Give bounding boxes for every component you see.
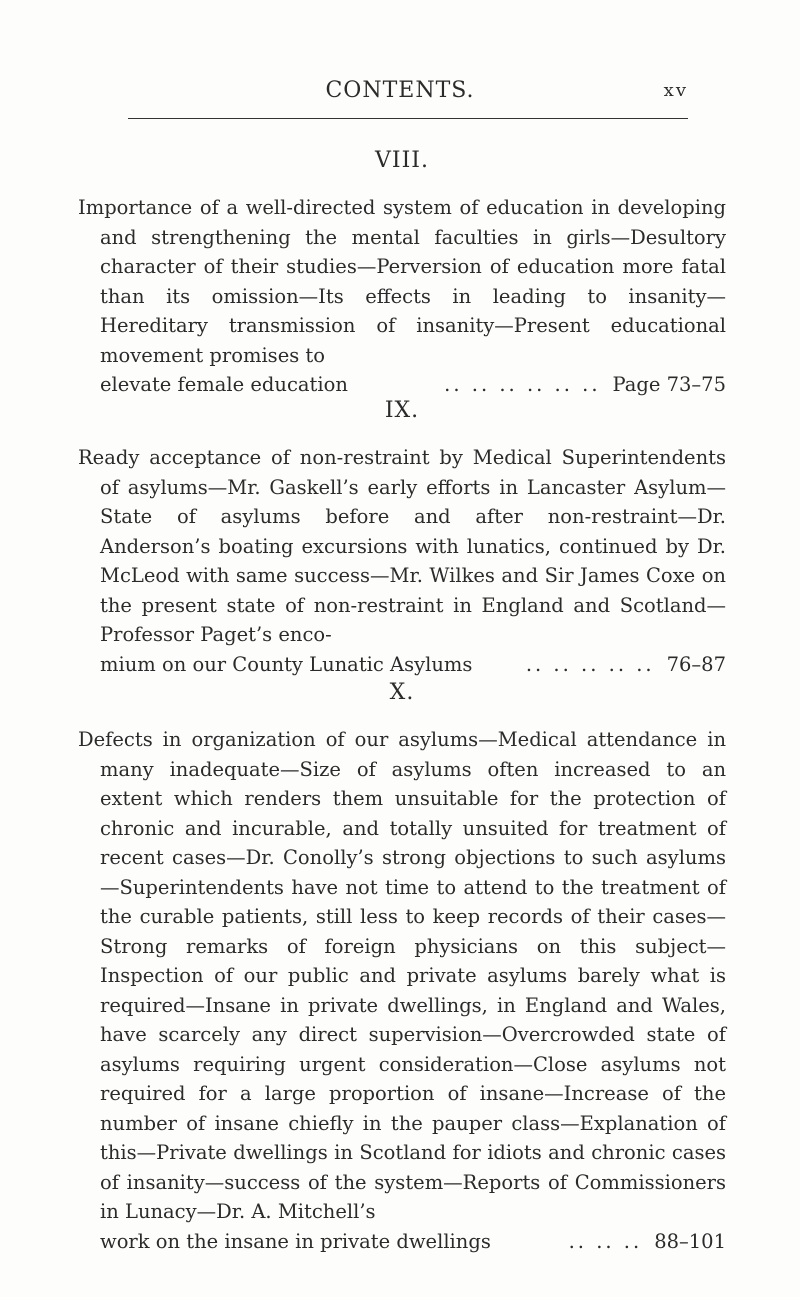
page-reference: 76–87 (666, 652, 726, 676)
running-head (0, 78, 800, 108)
dot-leaders: .. .. .. .. .. .. (444, 373, 601, 396)
section-summary: Ready acceptance of non-restraint by Medical Superintendents of asylums—Mr. Gaskell’s early efforts in Lancaster Asylum—State of asylums before and after non-restraint—Dr. Anderson’s boating excursions with lunatics, continued by Dr. McLeod with same success—Mr. Wilkes and Sir James Coxe on the present state of non-restraint in England and Scotland—Professor Paget’s enco- (78, 446, 726, 646)
page-title: CONTENTS. (325, 78, 475, 103)
dot-leaders: .. .. .. .. .. (525, 652, 655, 676)
header-rule (128, 118, 688, 119)
section-numeral: IX. (384, 398, 420, 423)
section-ix (78, 398, 726, 679)
section-summary: Defects in organization of our asylums—Medical attendance in many inadequate—Size of asylums often increased to an extent which renders them unsuitable for the protection of chronic and incurable, and totally unsuited for treatment of recent cases—Dr. Conolly’s strong objections to such asylums—Superintendents have not time to attend to the treatment of the curable patients, still less to keep records of their cases—Strong remarks of foreign physicians on this subject—Inspection of our public and private asylums barely what is required—Insane in private dwellings, in England and Wales, have scarcely any direct supervision—Overcrowded state of asylums requiring urgent consideration—Close asylums not required for a large proportion of insane—Increase of the number of insane chiefly in the pauper class—Explanation of this—Private dwellings in Scotland for idiots and chronic cases of insanity—success of the system—Reports of Commissioners in Lunacy—Dr. A. Mitchell’s (78, 728, 726, 1223)
last-line-text: mium on our County Lunatic Asylums (100, 652, 473, 676)
section-viii (78, 148, 726, 400)
section-last-line (78, 370, 726, 400)
section-last-line (78, 650, 726, 680)
page-number: xv (663, 80, 688, 101)
section-x (78, 680, 726, 1256)
last-line-text: work on the insane in private dwellings (100, 1229, 491, 1253)
page-reference: Page 73–75 (612, 373, 726, 396)
section-summary: Importance of a well-directed system of education in developing and strengthening the mental faculties in girls—Desultory character of their studies—Perversion of education more fatal than its omission—Its effects in leading to insanity—Hereditary transmission of insanity—Present educational movement promises to (78, 196, 726, 367)
section-numeral: X. (389, 680, 415, 705)
last-line-text: elevate female education (100, 373, 348, 396)
section-numeral: VIII. (375, 148, 429, 173)
section-last-line (78, 1227, 726, 1257)
page-reference: 88–101 (654, 1229, 726, 1253)
dot-leaders: .. .. .. (568, 1229, 643, 1253)
